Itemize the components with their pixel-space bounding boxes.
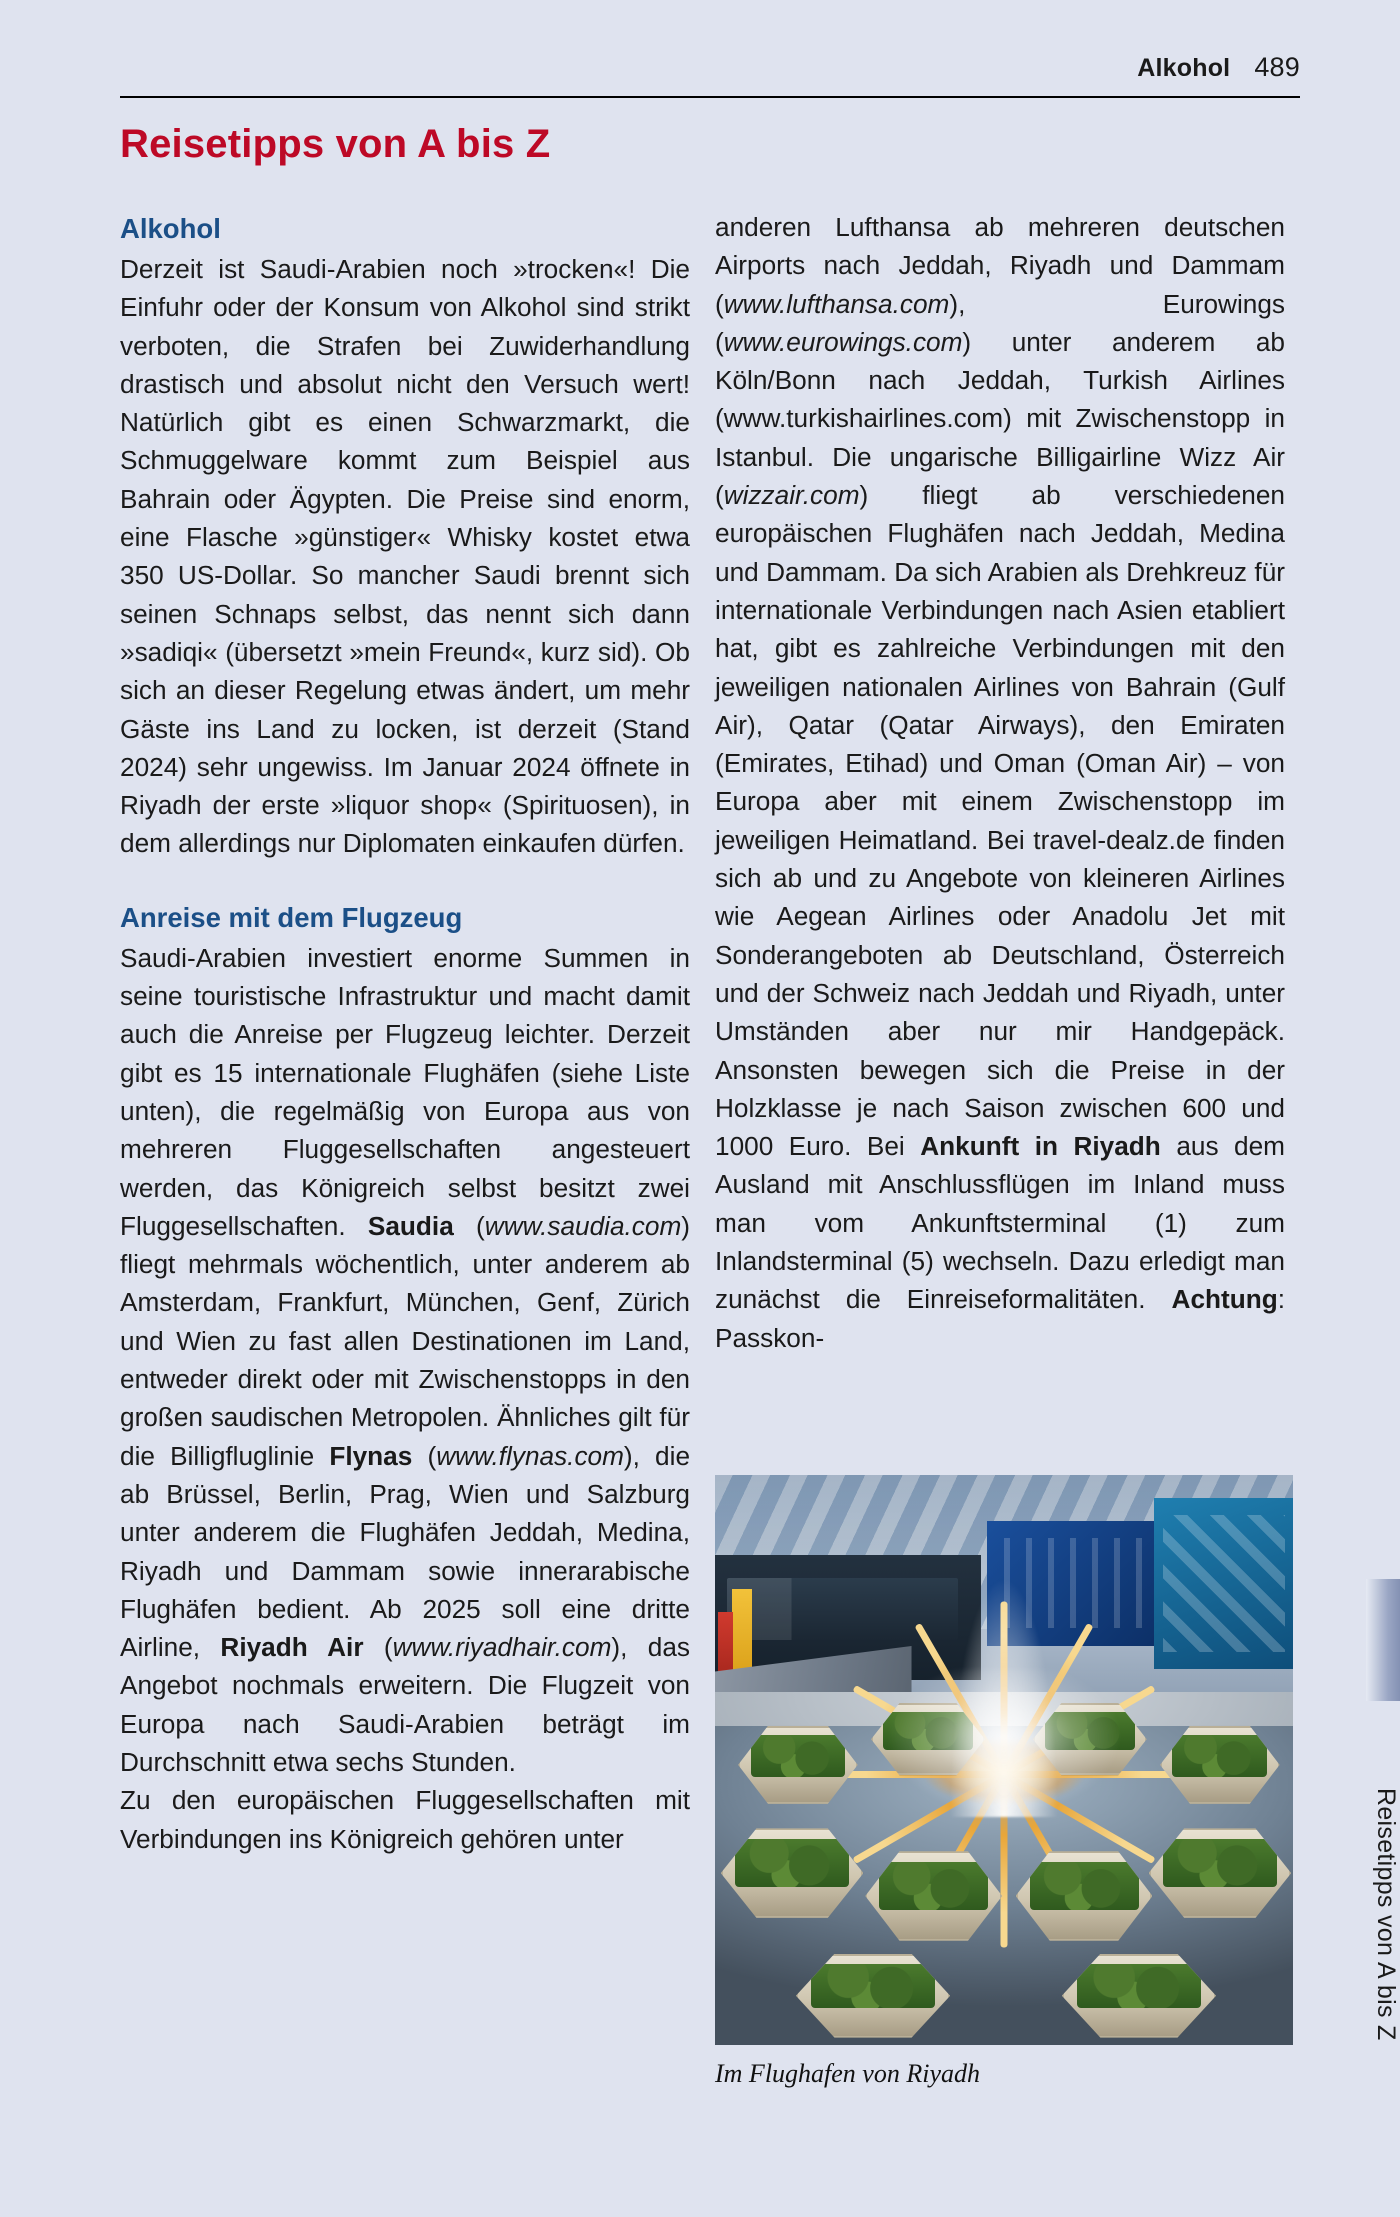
paragraph-airlines-continued: anderen Lufthansa ab mehreren deutschen Airports nach Jeddah, Riyadh und Dammam (www.lufthansa.com), Eurowings (www.eurowings.com) unter anderem ab Köln/Bonn nach Jeddah, Turkish Airlines (www.turkishairlines.com) mit Zwischenstopp in Istanbul. Die ungarische Billigairline Wizz Air (wizzair.com) fliegt ab verschiedenen europäischen Flughäfen nach Jeddah, Medina und Dammam. Da sich Arabien als Drehkreuz für internationale Verbindungen nach Asien etabliert hat, gibt es zahlreiche Verbindungen mit den jeweiligen nationalen Airlines von Bahrain (Gulf Air), Qatar (Qatar Airways), den Emiraten (Emirates, Etihad) und Oman (Oman Air) – von Europa aber mit einem Zwischenstopp im jeweiligen Heimatland. Bei travel-dealz.de finden sich ab und zu Angebote von kleineren Airlines wie Aegean Airlines oder Anadolu Jet mit Sonderangeboten ab Deutschland, Österreich und der Schweiz nach Jeddah und Riyadh, unter Umständen aber nur mir Handgepäck. Ansonsten bewegen sich die Preise in der Holzklasse je nach Saison zwischen 600 und 1000 Euro. Bei Ankunft in Riyadh aus dem Ausland mit Anschlussflügen im Inland muss man vom Ankunftsterminal (1) zum Inlandsterminal (5) wechseln. Dazu erledigt man zunächst die Einreiseformalitäten. Achtung: Passkon- [715, 212, 1286, 1353]
paragraph-alkohol: Derzeit ist Saudi-Arabien noch »trocken«! Die Einfuhr oder der Konsum von Alkohol sind strikt verboten, die Strafen bei Zuwiderhandlung drastisch und absolut nicht den Versuch wert! Natürlich gibt es einen Schwarzmarkt, die Schmuggelware kommt zum Beispiel aus Bahrain oder Ägypten. Die Preise sind enorm, eine Flasche »günstiger« Whisky kostet etwa 350 US-Dollar. So mancher Saudi brennt sich seinen Schnaps selbst, das nennt sich dann »sadiqi« (übersetzt »mein Freund«, kurz sid). Ob sich an dieser Regelung etwas ändert, um mehr Gäste ins Land zu locken, ist derzeit (Stand 2024) sehr ungewiss. Im Januar 2024 öffnete in Riyadh der erste »liquor shop« (Spirituosen), in dem allerdings nur Diplomaten einkaufen dürfen. [120, 254, 690, 859]
figure-caption: Im Flughafen von Riyadh [715, 2059, 980, 2088]
photo-banner-teal [1154, 1498, 1293, 1669]
emphasis-bold: Achtung [1171, 1284, 1278, 1315]
figure-airport [715, 1475, 1293, 2089]
emphasis-bold: Ankunft in Riyadh [920, 1131, 1161, 1162]
running-head [120, 52, 1300, 83]
emphasis-italic: www.eurowings.com [723, 326, 963, 357]
emphasis-italic: www.lufthansa.com [723, 288, 950, 319]
emphasis-italic: www.riyadhair.com [392, 1632, 612, 1663]
text-column-left [120, 208, 690, 1858]
chapter-title: Reisetipps von A bis Z [120, 122, 551, 166]
running-head-title: Alkohol [1137, 54, 1231, 82]
section-heading-anreise: Anreise mit dem Flugzeug [120, 901, 463, 933]
emphasis-italic: www.flynas.com [436, 1440, 624, 1471]
side-tab-label: Reisetipps von A bis Z [1372, 1787, 1400, 2041]
paragraph-anreise-1: Saudi-Arabien investiert enorme Summen in seine touristische Infrastruktur und macht damit auch die Anreise per Flugzeug leichter. Derzeit gibt es 15 internationale Flughäfen (siehe Liste unten), die regelmäßig von Europa aus von mehreren Fluggesellschaften angesteuert werden, das Königreich selbst besitzt zwei Fluggesellschaften. Saudia (www.saudia.com) fliegt mehrmals wöchentlich, unter anderem ab Amsterdam, Frankfurt, München, Genf, Zürich und Wien zu fast allen Destinationen im Land, entweder direkt oder mit Zwischenstopps in den großen saudischen Metropolen. Ähnliches gilt für die Billigfluglinie Flynas (www.flynas.com), die ab Brüssel, Berlin, Prag, Wien und Salzburg unter anderem die Flughäfen Jeddah, Medina, Riyadh und Dammam sowie innerarabische Flughäfen bedient. Ab 2025 soll eine dritte Airline, Riyadh Air (www.riyadhair.com), das Angebot nochmals erweitern. Die Flugzeit von Europa nach Saudi-Arabien beträgt im Durchschnitt etwa sechs Stunden. [120, 942, 691, 1777]
airport-fountain-photo [715, 1475, 1293, 2045]
paragraph-anreise-2: Zu den europäischen Fluggesellschaften mit Verbindungen ins Königreich gehören unter [120, 1785, 690, 1854]
emphasis-bold: Riyadh Air [220, 1632, 364, 1663]
emphasis-bold: Flynas [329, 1440, 413, 1471]
page-number: 489 [1254, 52, 1300, 82]
emphasis-italic: www.saudia.com [484, 1210, 682, 1241]
photo-water-spray [848, 1669, 1160, 1840]
emphasis-bold: Saudia [367, 1210, 454, 1241]
section-heading-alkohol: Alkohol [120, 213, 221, 244]
header-rule [120, 96, 1300, 98]
text-column-right [715, 208, 1285, 1357]
side-tab [1366, 1579, 1400, 2099]
section-spacer [120, 863, 690, 897]
side-tab-color-block [1366, 1579, 1400, 1701]
emphasis-italic: wizzair.com [723, 480, 860, 511]
